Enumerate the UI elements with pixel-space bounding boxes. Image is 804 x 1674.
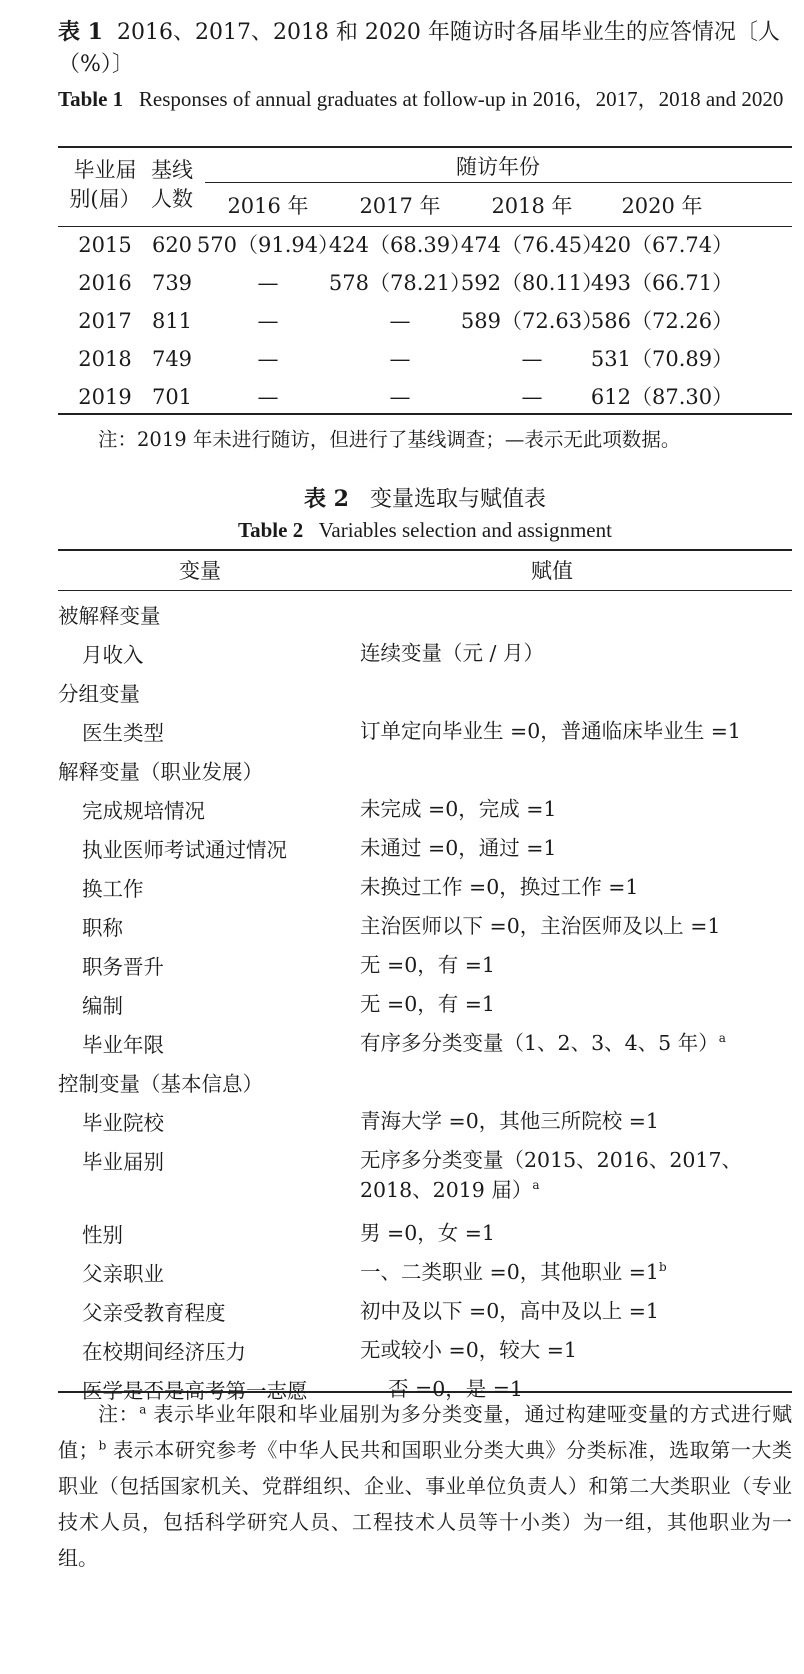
table1-cell-base: 701 (151, 385, 193, 409)
table2-assignment: 否 =0，是 =1 (388, 1377, 523, 1401)
table1-bottom-rule (58, 413, 792, 415)
table1-header-base-1: 基线 (151, 158, 193, 182)
table2-caption-en-text: Variables selection and assignment (318, 518, 612, 542)
table1-cell-value: 420（67.74） (590, 233, 734, 257)
table1-header-year: 2017 年 (359, 194, 441, 218)
table2-header-rule (58, 590, 792, 591)
table1-cell-value: — (389, 347, 411, 371)
table2-caption-cn-text: 变量选取与赋值表 (369, 487, 546, 512)
table2-header-value: 赋值 (531, 559, 573, 583)
table1-cell-base: 620 (151, 233, 193, 257)
table1-cell-value: 474（76.45） (460, 233, 604, 257)
table1-cell-value: — (521, 385, 543, 409)
table2-assignment (360, 1257, 792, 1287)
table2-category: 分组变量 (58, 682, 140, 706)
table2-row (58, 982, 792, 1021)
table2-note (58, 1396, 792, 1576)
footnote-marker-b: b (658, 1260, 667, 1275)
table2-variable: 毕业届别 (82, 1150, 164, 1174)
table2-variable: 医学是否是高考第一志愿 (82, 1379, 308, 1403)
table2-assignment-text: 一、二类职业 =0，其他职业 =1 (360, 1260, 659, 1284)
table1-cell-value: 424（68.39） (328, 233, 472, 257)
table1-cell-value: 592（80.11） (460, 271, 604, 295)
table2-assignment: 男 =0，女 =1 (360, 1221, 495, 1245)
table2-variable: 毕业年限 (82, 1033, 164, 1057)
table1-top-rule (58, 146, 792, 148)
table2-caption-cn-label: 表 2 (304, 486, 349, 512)
table1-cell-value: 612（87.30） (590, 385, 734, 409)
table1-header-year: 2016 年 (227, 194, 309, 218)
table2-row (58, 1138, 792, 1210)
table2-variable: 父亲受教育程度 (82, 1301, 226, 1325)
table2-assignment: 无或较小 =0，较大 =1 (360, 1338, 577, 1362)
table1-cell-value: 586（72.26） (590, 309, 734, 333)
table1-cell-base: 739 (151, 271, 193, 295)
table2-row (58, 631, 792, 670)
table1-cell-cohort: 2018 (78, 347, 132, 371)
footnote-marker-a: a (718, 1031, 726, 1046)
table2-row (58, 904, 792, 943)
table2-header-variable: 变量 (179, 559, 221, 583)
table2-assignment: 未换过工作 =0，换过工作 =1 (360, 875, 639, 899)
table1-note: 注：2019 年未进行随访，但进行了基线调查；—表示无此项数据。 (98, 428, 681, 451)
table1-cell-cohort: 2015 (78, 233, 132, 257)
table1-cell-value: — (257, 309, 279, 333)
table2-row (58, 709, 792, 748)
footnote-marker-a: a (532, 1178, 540, 1193)
table1-header-cohort-2: 别(届） (69, 187, 141, 211)
table1-group-rule (205, 182, 792, 183)
table2-row (58, 1250, 792, 1289)
table2-variable: 完成规培情况 (82, 799, 205, 823)
table2-assignment: 主治医师以下 =0，主治医师及以上 =1 (360, 914, 721, 938)
table2-row (58, 826, 792, 865)
table1-header-rule (58, 226, 792, 227)
table2-note-prefix: 注： (98, 1402, 140, 1426)
footnote-marker-b: b (98, 1438, 107, 1453)
table2-row (58, 943, 792, 982)
table2-assignment: 订单定向毕业生 =0，普通临床毕业生 =1 (360, 719, 741, 743)
table1-cell-value: 578（78.21） (328, 271, 472, 295)
table2-assignment: 连续变量（元 / 月） (360, 641, 544, 665)
table2-note-part1: 表示毕业年限和毕业届别为多分类变量，通过构建哑变量的方式进行赋值； (58, 1402, 793, 1462)
table1-header-cohort-1: 毕业届 (73, 158, 137, 182)
table2-category: 解释变量（职业发展） (58, 760, 263, 784)
table2-variable: 在校期间经济压力 (82, 1340, 246, 1364)
table1-cell-value: — (389, 309, 411, 333)
table1-caption-cn-text: 2016、2017、2018 和 2020 年随访时各届毕业生的应答情况〔人（%）〕 (58, 20, 780, 77)
table2-variable: 职务晋升 (82, 955, 164, 979)
table1-caption-en-label: Table 1 (58, 87, 124, 111)
table2-assignment: 初中及以下 =0，高中及以上 =1 (360, 1299, 659, 1323)
table2-top-rule (58, 549, 792, 551)
table2-variable: 性别 (82, 1223, 123, 1247)
table2-variable: 执业医师考试通过情况 (82, 838, 287, 862)
table2-row (58, 865, 792, 904)
table2-variable: 换工作 (82, 877, 144, 901)
table2-note-part2: 表示本研究参考《中华人民共和国职业分类大典》分类标准，选取第一大类职业（包括国家机关、党群组织、企业、事业单位负责人）和第二大类职业（专业技术人员，包括科学研究人员、工程技术人员等十小类）为一组，其他职业为一组。 (58, 1438, 793, 1570)
table1-caption-cn-label: 表 1 (58, 19, 103, 45)
table2-row (58, 748, 792, 787)
table2-variable: 月收入 (82, 643, 144, 667)
table2-assignment-text: 有序多分类变量（1、2、3、4、5 年） (360, 1031, 719, 1055)
footnote-marker-a: a (139, 1402, 147, 1417)
table1-cell-value: — (521, 347, 543, 371)
table2-row (58, 787, 792, 826)
table1-cell-value: — (257, 271, 279, 295)
table2-category: 控制变量（基本信息） (58, 1072, 263, 1096)
table1-cell-cohort: 2019 (78, 385, 132, 409)
table1-caption-cn (58, 16, 792, 81)
table2-assignment: 未完成 =0，完成 =1 (360, 797, 557, 821)
table2-row (58, 1021, 792, 1060)
table2-caption-en-label: Table 2 (238, 518, 304, 542)
table1-caption-en (58, 84, 792, 114)
table2-assignment (360, 1028, 792, 1058)
table1-cell-cohort: 2016 (78, 271, 132, 295)
table1-cell-value: — (389, 385, 411, 409)
table1-cell-cohort: 2017 (78, 309, 132, 333)
table2-assignment (360, 1145, 760, 1205)
table2-caption-en (58, 516, 792, 544)
table2-row (58, 1099, 792, 1138)
table2-assignment: 无 =0，有 =1 (360, 953, 495, 977)
table1-cell-value: 589（72.63） (460, 309, 604, 333)
table1-header-year: 2018 年 (491, 194, 573, 218)
table1-cell-base: 811 (151, 309, 193, 333)
table2-row (58, 592, 792, 631)
table2-variable: 职称 (82, 916, 123, 940)
table2-row (58, 1328, 792, 1367)
table1-header-year: 2020 年 (621, 194, 703, 218)
table1-header-group: 随访年份 (456, 155, 540, 179)
table2-variable: 医生类型 (82, 721, 164, 745)
table2-assignment: 青海大学 =0，其他三所院校 =1 (360, 1109, 659, 1133)
table1-cell-value: 531（70.89） (590, 347, 734, 371)
table1-cell-value: — (257, 347, 279, 371)
table2-assignment-text: 无序多分类变量（2015、2016、2017、2018、2019 届） (360, 1148, 743, 1202)
table2-category: 被解释变量 (58, 604, 161, 628)
table2-row (58, 1289, 792, 1328)
table1-caption-en-text: Responses of annual graduates at follow-up in 2016，2017，2018 and 2020 (138, 87, 784, 111)
table2-variable: 编制 (82, 994, 123, 1018)
table2-variable: 毕业院校 (82, 1111, 164, 1135)
table1-cell-value: 493（66.71） (590, 271, 734, 295)
table1-cell-value: 570（91.94） (196, 233, 340, 257)
table2-caption-cn (58, 484, 792, 515)
table1-cell-value: — (257, 385, 279, 409)
table2-assignment: 未通过 =0，通过 =1 (360, 836, 557, 860)
table2-row (58, 1060, 792, 1099)
table1-header-base-2: 人数 (151, 187, 193, 211)
table1-cell-base: 749 (151, 347, 193, 371)
table2-assignment: 无 =0，有 =1 (360, 992, 495, 1016)
table2-row (58, 1211, 792, 1250)
table2-row (58, 670, 792, 709)
table2-variable: 父亲职业 (82, 1262, 164, 1286)
